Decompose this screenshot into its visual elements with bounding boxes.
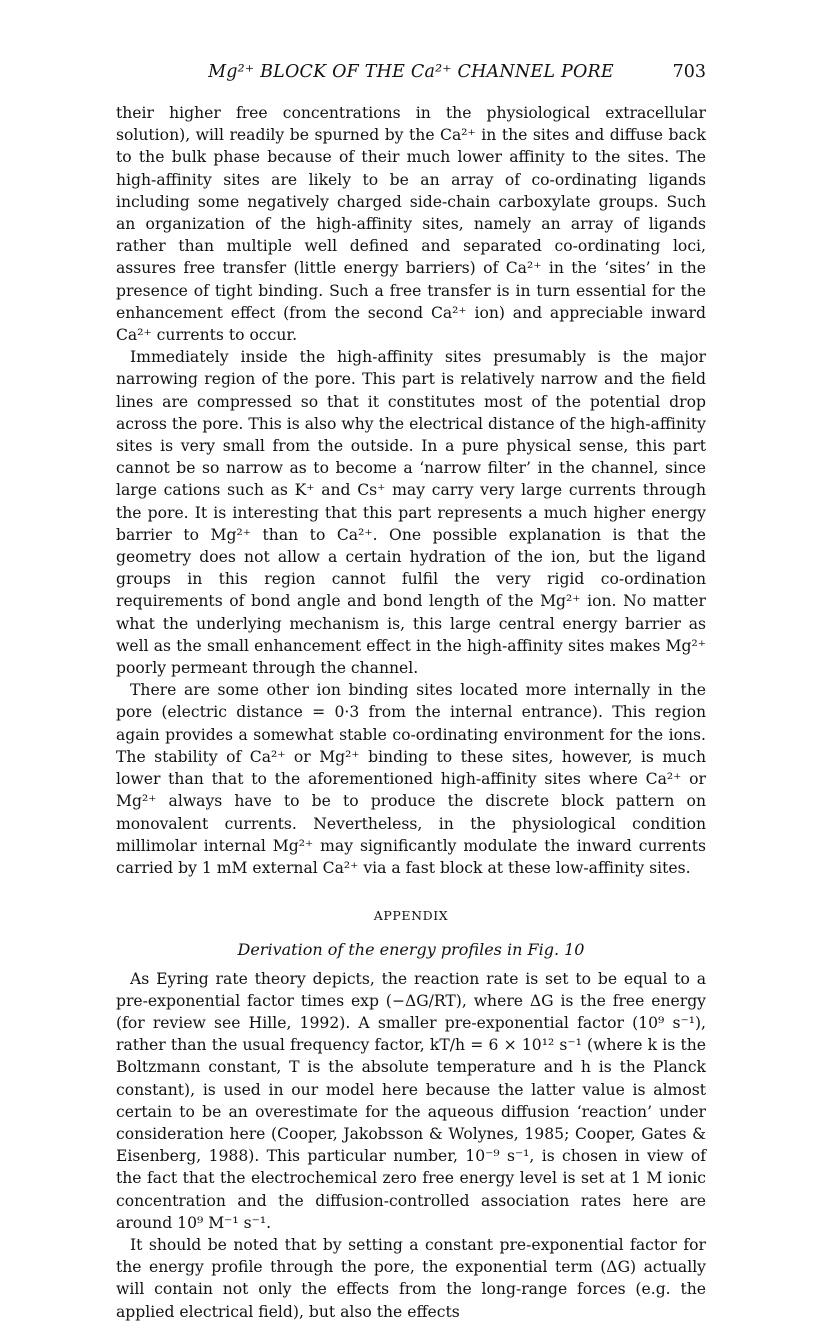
paragraph-narrowing-region: Immediately inside the high-affinity sites presumably is the major narrowing region of the pore. This part is relatively narrow and the field lines are compressed so that it constitutes most of the potential drop across the pore. This is also why the electrical distance of the high-affinity sites is very small from the outside. In a pure physical sense, this part cannot be so narrow as to become a ‘narrow filter’ in the channel, since large cations such as K⁺ and Cs⁺ may carry very large currents through the pore. It is interesting that this part represents a much higher energy barrier to Mg²⁺ than to Ca²⁺. One possible explanation is that the geometry does not allow a certain hydration of the ion, but the ligand groups in this region cannot fulfil the very rigid co-ordination requirements of bond angle and bond length of the Mg²⁺ ion. No matter what the underlying mechanism is, this large central energy barrier as well as the small enhancement effect in the high-affinity sites makes Mg²⁺ poorly permeant through the channel.	[116, 348, 706, 678]
running-title: Mg²⁺ BLOCK OF THE Ca²⁺ CHANNEL PORE	[208, 62, 614, 82]
paragraph-continued: their higher free concentrations in the physiological extracellular solution), will readily be spurned by the Ca²⁺ in the sites and diffuse back to the bulk phase because of their much lower affinity to the sites. The high-affinity sites are likely to be an array of co-ordinating ligands including some negatively charged side-chain carboxylate groups. Such an organization of the high-affinity sites, namely an array of ligands rather than multiple well defined and separated co-ordinating loci, assures free transfer (little energy barriers) of Ca²⁺ in the ‘sites’ in the presence of tight binding. Such a free transfer is in turn essential for the enhancement effect (from the second Ca²⁺ ion) and appreciable inward Ca²⁺ currents to occur.	[116, 104, 706, 345]
appendix-subheading: Derivation of the energy profiles in Fig. 10	[237, 940, 585, 960]
page-number: 703	[672, 62, 706, 82]
page	[116, 62, 706, 1323]
body-text	[116, 102, 706, 1323]
paragraph-pre-exponential: It should be noted that by setting a constant pre-exponential factor for the energy profile through the pore, the exponential term (ΔG) actually will contain not only the effects from the long-range forces (e.g. the applied electrical field), but also the effects	[116, 1235, 706, 1321]
running-head	[116, 62, 706, 92]
paragraph-eyring: As Eyring rate theory depicts, the reaction rate is set to be equal to a pre-exponential factor times exp (−ΔG/RT), where ΔG is the free energy (for review see Hille, 1992). A smaller pre-exponential factor (10⁹ s⁻¹), rather than the usual frequency factor, kT/h = 6 × 10¹² s⁻¹ (where k is the Boltzmann constant, T is the absolute temperature and h is the Planck constant), is used in our model here because the latter value is almost certain to be an overestimate for the aqueous diffusion ‘reaction’ under consideration here (Cooper, Jakobsson & Wolynes, 1985; Cooper, Gates & Eisenberg, 1988). This particular number, 10⁻⁹ s⁻¹, is chosen in view of the fact that the electrochemical zero free energy level is set at 1 M ionic concentration and the diffusion-controlled association rates here are around 10⁹ M⁻¹ s⁻¹.	[116, 969, 706, 1232]
appendix-heading: APPENDIX	[373, 908, 449, 924]
paragraph-internal-sites: There are some other ion binding sites located more internally in the pore (electric distance = 0·3 from the internal entrance). This region again provides a somewhat stable co-ordinating environment for the ions. The stability of Ca²⁺ or Mg²⁺ binding to these sites, however, is much lower than that to the aforementioned high-affinity sites where Ca²⁺ or Mg²⁺ always have to be to produce the discrete block pattern on monovalent currents. Nevertheless, in the physiological condition millimolar internal Mg²⁺ may significantly modulate the inward currents carried by 1 mM external Ca²⁺ via a fast block at these low-affinity sites.	[116, 681, 706, 877]
